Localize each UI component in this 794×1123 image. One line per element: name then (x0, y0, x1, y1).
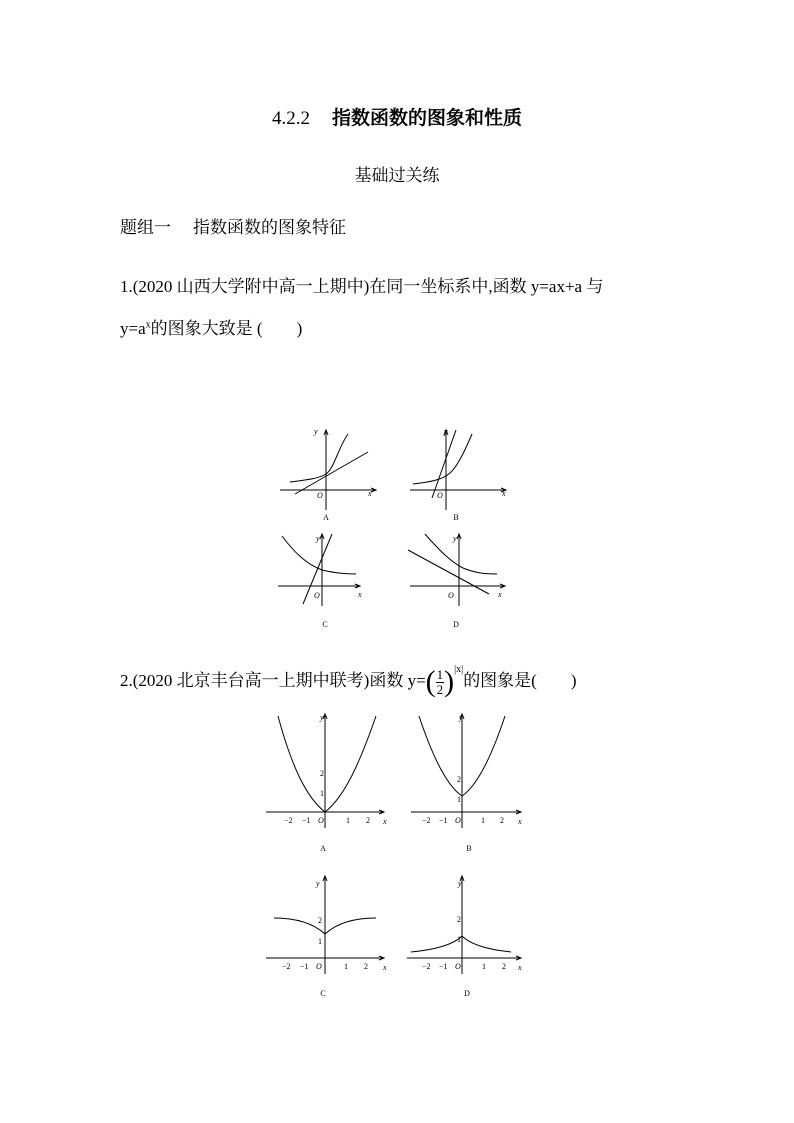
origin-label: O (437, 491, 443, 500)
option-a-label: A (323, 513, 329, 522)
group-label: 题组一 (120, 218, 171, 238)
tick-y-2: 2 (318, 916, 322, 925)
q1-graph-a (280, 430, 376, 510)
tick-neg2: −2 (422, 962, 431, 971)
tick-1: 1 (482, 962, 486, 971)
tick-y-2: 2 (457, 775, 461, 784)
q2-graph-a (266, 714, 384, 828)
tick-neg1: −1 (439, 962, 448, 971)
q1-graph-b (410, 430, 506, 510)
q2-graph-d (407, 876, 521, 974)
q1-graph-d (408, 534, 505, 606)
q2-suffix: 的图象是( (463, 671, 537, 690)
axis-x-label: x (383, 963, 387, 972)
axis-x-label: x (358, 590, 362, 599)
axis-y-label: y (459, 713, 463, 722)
option-d-label: D (453, 620, 459, 629)
q2-frac-num: 1 (436, 666, 444, 682)
tick-2: 2 (502, 962, 506, 971)
q1-close-paren: ) (296, 319, 303, 338)
group-heading (120, 213, 346, 238)
q2-frac-den: 2 (436, 681, 444, 697)
tick-neg1: −1 (300, 962, 309, 971)
question-1-line-2 (120, 314, 302, 339)
section-title: 指数函数的图象和性质 (331, 107, 522, 129)
option-d-label: D (464, 989, 470, 998)
axis-x-label: x (368, 489, 372, 498)
q2-graph-b (411, 714, 521, 828)
axis-x-label: x (498, 590, 502, 599)
tick-2: 2 (366, 816, 370, 825)
origin-label: O (318, 816, 324, 825)
tick-y-1: 1 (320, 789, 324, 798)
axis-y-label: y (316, 879, 320, 888)
tick-2: 2 (364, 962, 368, 971)
question-2-figures (262, 708, 532, 1003)
question-1-figures (270, 418, 530, 636)
group-text: 指数函数的图象特征 (193, 218, 346, 238)
page-title (0, 103, 794, 130)
origin-label: O (317, 491, 323, 500)
q2-fraction (436, 668, 445, 697)
option-a-label: A (320, 844, 326, 853)
q2-graph-c (266, 876, 384, 974)
axis-x-label: x (518, 817, 522, 826)
origin-label: O (314, 591, 320, 600)
axis-x-label: x (518, 963, 522, 972)
axis-y-label: y (444, 427, 448, 436)
axis-y-label: y (453, 534, 457, 543)
option-b-label: B (466, 844, 472, 853)
origin-label: O (448, 591, 454, 600)
tick-1: 1 (481, 816, 485, 825)
option-c-label: C (322, 620, 328, 629)
tick-y-2: 2 (320, 769, 324, 778)
origin-label: O (455, 816, 461, 825)
q1-func: y=a (120, 319, 146, 338)
tick-neg1: −1 (439, 816, 448, 825)
tick-2: 2 (500, 816, 504, 825)
axis-x-label: x (383, 817, 387, 826)
tick-y-2: 2 (457, 915, 461, 924)
section-number: 4.2.2 (271, 108, 310, 129)
tick-1: 1 (344, 962, 348, 971)
tick-y-1: 1 (457, 795, 461, 804)
axis-y-label: y (458, 879, 462, 888)
tick-neg1: −1 (302, 816, 311, 825)
origin-label: O (316, 962, 322, 971)
q2-exp: |x| (454, 664, 464, 675)
tick-neg2: −2 (282, 962, 291, 971)
q1-func-exp: x (145, 319, 151, 331)
tick-neg2: −2 (284, 816, 293, 825)
option-b-label: B (453, 513, 459, 522)
q2-prefix: 2.(2020 北京丰台高一上期中联考)函数 y= (120, 671, 426, 690)
origin-label: O (455, 962, 461, 971)
tick-y-1: 1 (457, 935, 461, 944)
question-1-line-1: 1.(2020 山西大学附中高一上期中)在同一坐标系中,函数 y=ax+a 与 (120, 277, 604, 296)
axis-y-label: y (320, 713, 324, 722)
option-c-label: C (320, 989, 326, 998)
q2-close-paren: ) (570, 671, 577, 690)
axis-y-label: y (314, 427, 318, 436)
axis-y-label: y (316, 534, 320, 543)
question-2: 2.(2020 北京丰台高一上期中联考)函数 y=( $\frac{1}{2}$ )$^{|x|}$的图象是( ) (120, 664, 577, 699)
tick-y-1: 1 (318, 937, 322, 946)
tick-neg2: −2 (422, 816, 431, 825)
tick-1: 1 (346, 816, 350, 825)
axis-x-label: x (502, 489, 506, 498)
subtitle: 基础过关练 (354, 166, 440, 186)
q1-stem: 的图象大致是 ( (150, 319, 263, 338)
